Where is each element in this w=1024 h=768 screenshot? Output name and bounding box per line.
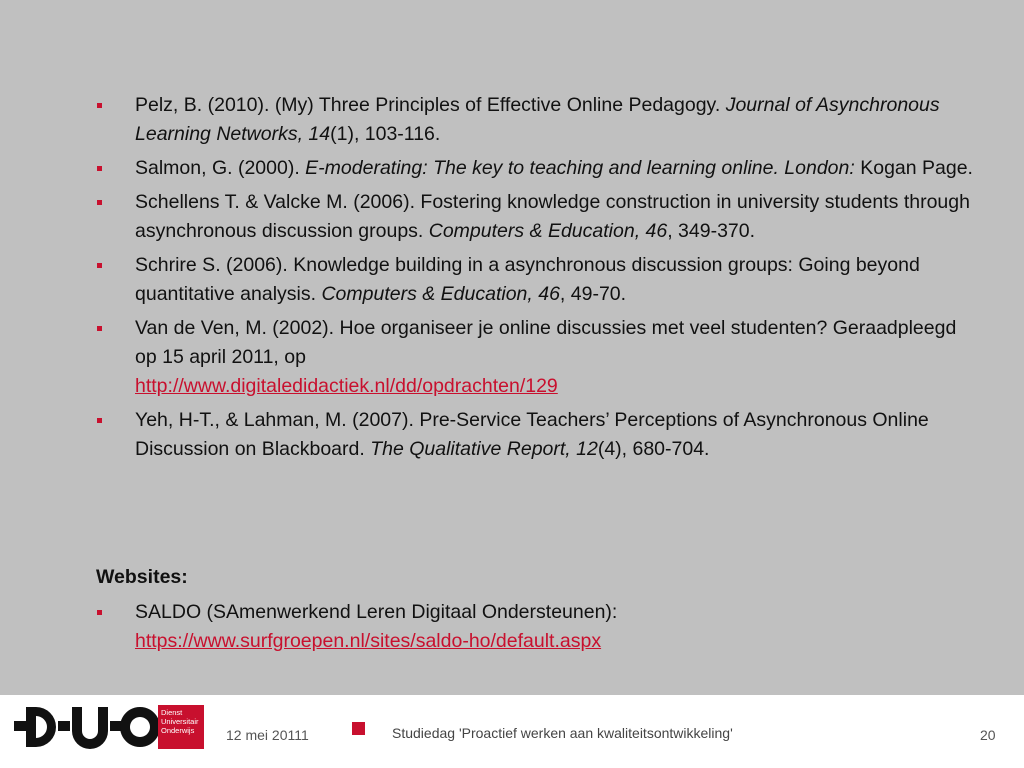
logo-u [72, 707, 108, 749]
reference-text: Yeh, H-T., & Lahman, M. (2007). Pre-Service Teachers’ Perceptions of Asynchronous Online Discussion on Blackboard. [135, 409, 929, 460]
logo-dash-1 [58, 721, 70, 731]
reference-item [96, 188, 976, 246]
reference-list [96, 91, 976, 469]
footer-square-icon [352, 722, 365, 735]
footer-date: 12 mei 20111 [226, 727, 309, 743]
website-text: SALDO (SAmenwerkend Leren Digitaal Ondersteunen): [135, 601, 618, 623]
reference-text: Kogan Page. [854, 157, 973, 179]
reference-text: (4), 680-704. [597, 438, 710, 460]
bullet-icon [97, 263, 102, 268]
footer-bar [0, 695, 1024, 768]
reference-link[interactable]: http://www.digitaledidactiek.nl/dd/opdrachten/129 [135, 375, 558, 397]
footer-title: Studiedag 'Proactief werken aan kwaliteitsontwikkeling' [392, 725, 733, 741]
reference-item [96, 406, 976, 464]
websites-heading: Websites: [96, 566, 188, 588]
website-item [96, 598, 976, 656]
logo-subtext-line: Onderwijs [161, 726, 195, 735]
bullet-icon [97, 166, 102, 171]
reference-item [96, 154, 976, 183]
logo-d [26, 707, 56, 747]
reference-text: Van de Ven, M. (2002). Hoe organiseer je online discussies met veel studenten? Geraadpleegd op 15 april 2011, op [135, 317, 957, 368]
logo-subtext-line: Dienst [161, 708, 183, 717]
reference-text: (1), 103-116. [330, 123, 441, 145]
reference-text: , 349-370. [667, 220, 756, 242]
reference-text: Pelz, B. (2010). (My) Three Principles of Effective Online Pedagogy. [135, 94, 726, 116]
bullet-icon [97, 610, 102, 615]
website-link[interactable]: https://www.surfgroepen.nl/sites/saldo-ho/default.aspx [135, 630, 602, 652]
reference-item [96, 251, 976, 309]
reference-item [96, 91, 976, 149]
bullet-icon [97, 103, 102, 108]
page-number: 20 [980, 727, 996, 743]
reference-source: Computers & Education, 46 [428, 220, 668, 242]
logo-subtext-line: Universitair [161, 717, 199, 726]
reference-source: Journal of Asynchronous Learning Networks, 14 [135, 94, 940, 145]
bullet-icon [97, 326, 102, 331]
reference-source: E-moderating: The key to teaching and learning online. London: [305, 157, 855, 179]
bullet-icon [97, 200, 102, 205]
reference-source: The Qualitative Report, 12 [370, 438, 598, 460]
reference-text: Schellens T. & Valcke M. (2006). Fostering knowledge construction in university students through asynchronous discussion groups. [135, 191, 970, 242]
logo-subtext [158, 705, 204, 749]
reference-item [96, 314, 976, 401]
reference-text: Salmon, G. (2000). [135, 157, 306, 179]
reference-text: , 49-70. [559, 283, 627, 305]
logo-o [120, 707, 160, 747]
bullet-icon [97, 418, 102, 423]
reference-source: Computers & Education, 46 [321, 283, 560, 305]
reference-text: Schrire S. (2006). Knowledge building in a asynchronous discussion groups: Going beyond quantitative analysis. [135, 254, 920, 305]
website-list [96, 598, 976, 661]
